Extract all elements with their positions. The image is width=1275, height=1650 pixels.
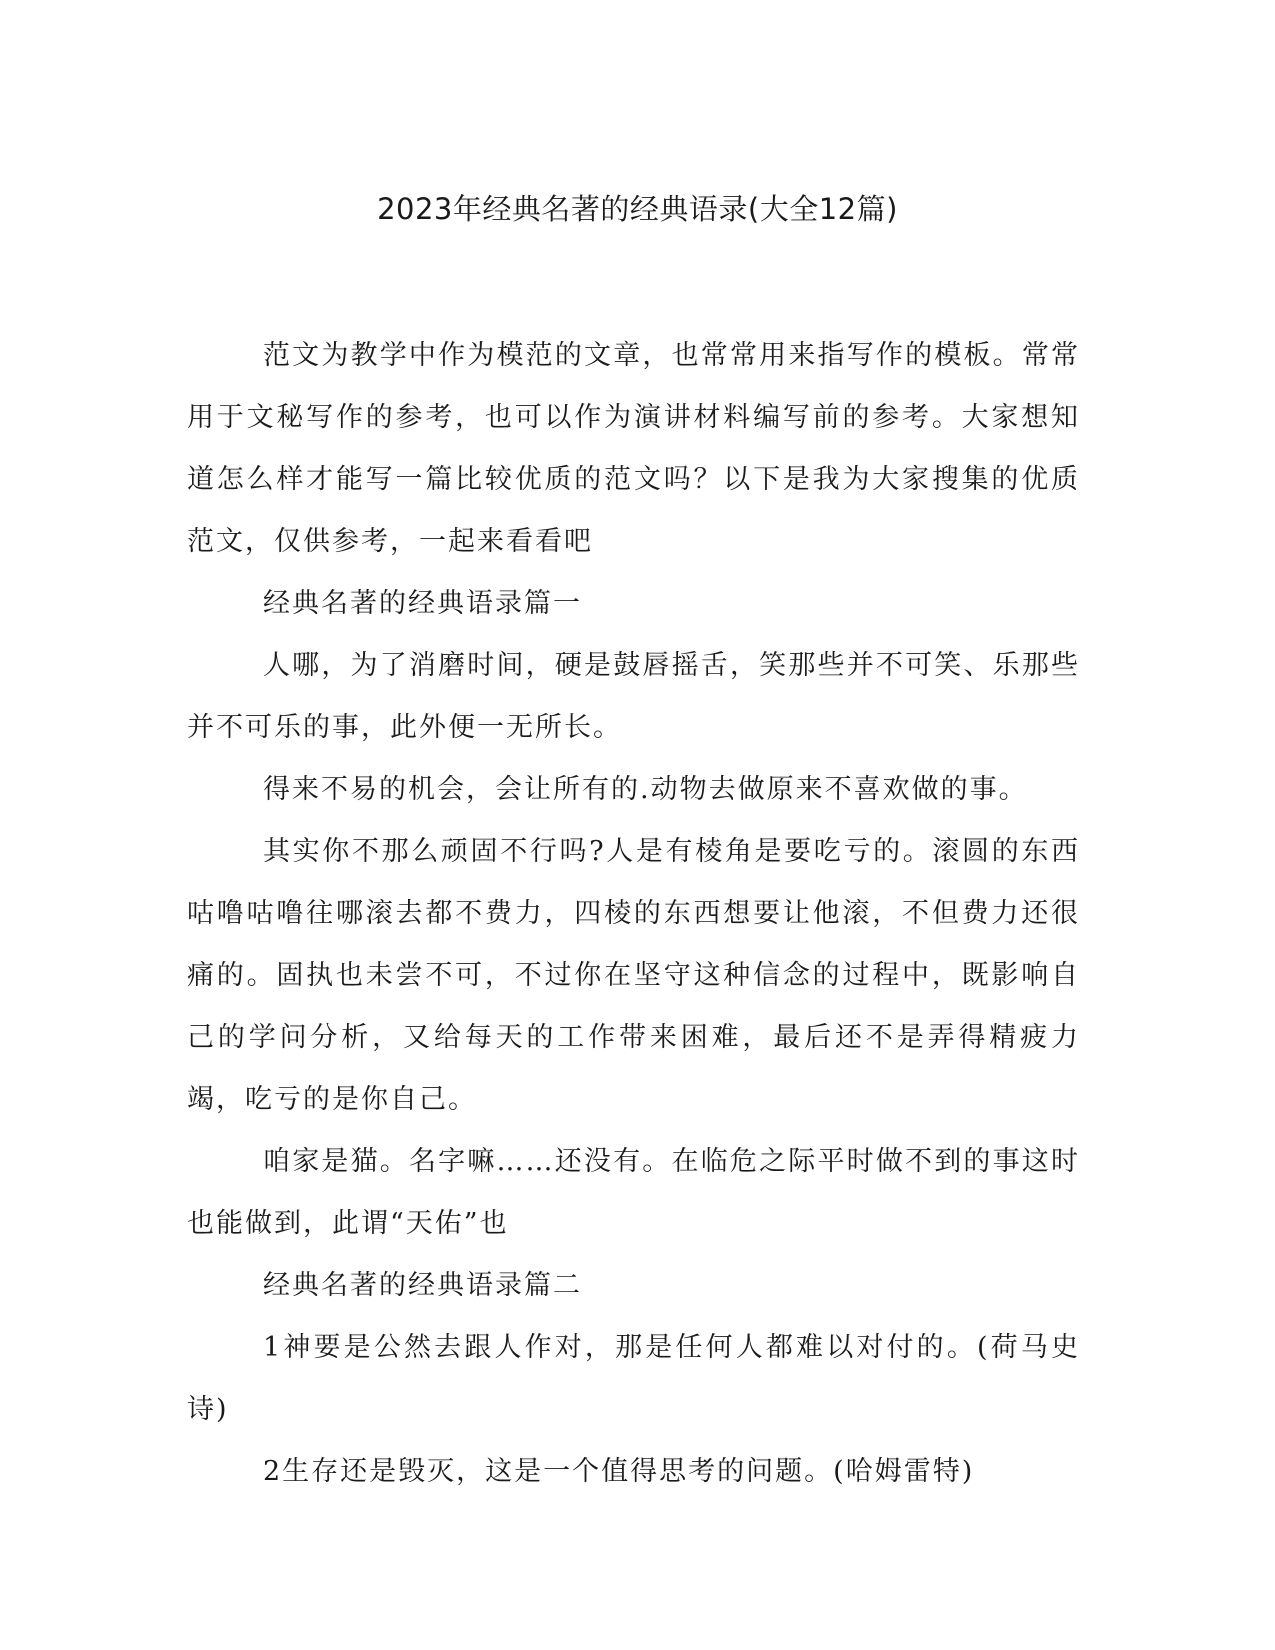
section-heading-2: 经典名著的经典语录篇二 (263, 1270, 582, 1301)
document-title: 2023年经典名著的经典语录(大全12篇) (377, 192, 898, 226)
paragraph-quote: 2生存还是毁灭，这是一个值得思考的问题。(哈姆雷特) (263, 1456, 975, 1487)
paragraph-quote: 1神要是公然去跟人作对，那是任何人都难以对付的。(荷马史诗) (187, 1332, 1080, 1425)
paragraph-quote: 其实你不那么顽固不行吗?人是有棱角是要吃亏的。滚圆的东西咕噜咕噜往哪滚去都不费力，四棱的东西想要让他滚，不但费力还很痛的。固执也未尝不可，不过你在坚守这种信念的过程中，既影响自己的学问分析，又给每天的工作带来困难，最后还不是弄得精疲力竭，吃亏的是你自己。 (187, 836, 1080, 1115)
paragraph-intro: 范文为教学中作为模范的文章，也常常用来指写作的模板。常常用于文秘写作的参考，也可以作为演讲材料编写前的参考。大家想知道怎么样才能写一篇比较优质的范文吗？以下是我为大家搜集的优质范文，仅供参考，一起来看看吧 (187, 340, 1080, 557)
paragraph-quote: 人哪，为了消磨时间，硬是鼓唇摇舌，笑那些并不可笑、乐那些并不可乐的事，此外便一无所长。 (187, 650, 1080, 743)
paragraph-quote: 咱家是猫。名字嘛……还没有。在临危之际平时做不到的事这时也能做到，此谓“天佑”也 (187, 1146, 1080, 1239)
paragraph-quote: 得来不易的机会，会让所有的.动物去做原来不喜欢做的事。 (263, 774, 1028, 805)
section-heading-1: 经典名著的经典语录篇一 (263, 588, 582, 619)
document-body (187, 325, 1080, 1503)
